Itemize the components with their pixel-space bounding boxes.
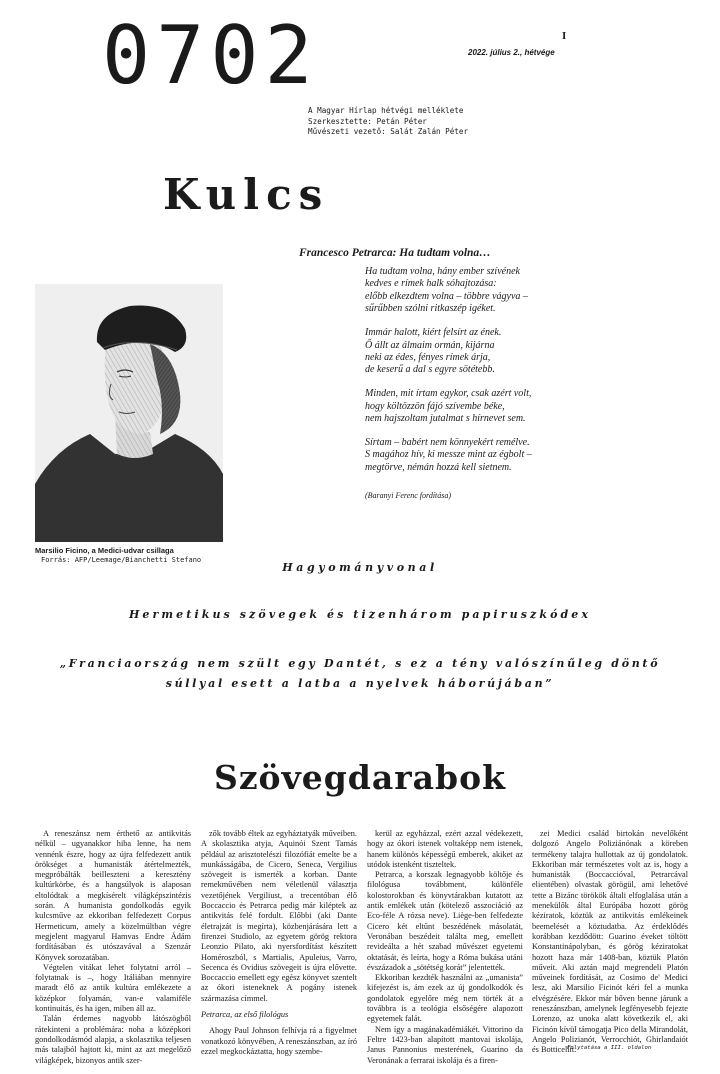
masthead-title: 0702: [102, 9, 319, 102]
continuation-note: Folytatása a III. oldalon: [567, 1045, 652, 1051]
article-paragraph: Talán érdemes nagyobb látószögből rátekinteni a problémára: noha a középkori gondolkodásmód alapja, a skolasztika teljesen más talajból hajtott ki, mint az azt megelőző világképek, bizonyos antik szer-: [35, 1014, 191, 1065]
article-headline: Szövegdarabok: [213, 758, 506, 797]
poem-line: S magához hív, ki messze mint az égbolt –: [365, 449, 532, 461]
article-paragraph: Petrarca, a korszak legnagyobb költője és filológusa továbbment, különféle kolostorokban és könyvtárakban kutatott az antik emlékek után (kötelező asszociáció az Eco-féle A rózsa neve). Liège-ben felfedezte Cicero két eltűnt beszédének másolatát, Veronában beszédeit találta meg, emellett revideálta a hét szabad művészet egyetemi oktatását, és leírta, hogy a Róma bukása utáni évszázadok a „sötétség korát” jelentették.: [367, 870, 523, 972]
image-caption: Marsilio Ficino, a Medici-udvar csillaga: [35, 546, 174, 555]
article-subheading: Petrarca, az első filológus: [201, 1010, 289, 1020]
article-paragraph: zők tovább éltek az egyháztatyák műveiben. A skolasztika atyja, Aquinói Szent Tamás például az arisztotelészi filozófiát emelte be a munkásságába, de Cicero, Seneca, Vergilius szövegeit is ismerték a korban. Dante remekművében nem véletlenül választja vezetőjének Vergiliust, a trecentóban élő Boccaccio és Petrarca pedig már kiléptek az antikvitás felé fordult. Előbbi (aki Dante életrajzát is megírta), közbenjárására lett a firenzei Studiolo, az egyetem görög rektora Leonzio Pilato, aki nyersfordítást készített Homéroszból, s Martialis, Apuleius, Varro, Secenca és Ovidius szövegeit is újra elővette. Boccaccio emellett egy egész könyvet szentelt az ókori isteneknek A pogány istenek származása címmel.: [201, 829, 357, 1003]
rubric-heading: Hagyományvonal: [282, 561, 438, 574]
poem-title: Francesco Petrarca: Ha tudtam volna…: [299, 247, 491, 259]
pull-quote: „Franciaország nem szült egy Dantét, s ez a tény valószínűleg döntő súllyal esett a latba a nyelvek háborújában”: [59, 657, 661, 690]
article-paragraph: A reneszánsz nem érthető az antikvitás nélkül – ugyanakkor hiba lenne, ha nem vennénk észre, hogy az újra felfedezett antik örökséget a humanisták átértelmezték, megpróbálták beilleszteni a keresztény kultúrkörbe, és a hangsúlyok is alaposan eltolódtak a megkísérelt világképszintézis során. A humanista gondolkodás egyik kulcsműve az ekkoriban felfedezett Corpus Hermeticum, amely a közelmúltban végre megjelent magyarul Hamvas Endre Ádám fordításában és utószavával a Szenzár Könyvek sorozatában.: [35, 829, 191, 962]
page-number: I: [562, 30, 567, 42]
article-paragraph: Nem így a magánakadémiákét. Vittorino da Feltre 1423-ban alapított mantovai iskolája, Janus Pannonius mesterének, Guarino da Veronának a ferrarai iskolája és a firen-: [367, 1024, 523, 1065]
poem-body: [365, 266, 695, 486]
article-paragraph: Ekkoriban kezdték használni az „umanista” kifejezést is, ám ezek az új gondolkodók és gondolatok egyelőre még nem törték át a továbbra is a teológia elsőségére alapozott egyetemek falát.: [367, 973, 523, 1024]
credit-line-editor: Szerkesztette: Petán Péter: [308, 116, 427, 126]
poem-line: hogy költözzön fájó szívembe béke,: [365, 400, 505, 412]
poem-line: Ha tudtam volna, hány ember szívének: [365, 266, 520, 277]
poem-line: Ő állt az álmaim ormán, kijárna: [365, 339, 495, 351]
article-column-3: [367, 829, 523, 1066]
poem-line: neki az édes, fényes rímek árja,: [365, 351, 491, 363]
article-paragraph: Ahogy Paul Johnson felhívja rá a figyelmet vonatkozó könyvében, A reneszánszban, az író ezzel megkockáztatta, hogy szembe-: [201, 1026, 357, 1056]
article-column-2: [201, 829, 357, 1057]
image-credit: Forrás: AFP/Leemage/Bianchetti Stefano: [41, 556, 202, 564]
poem-line: megtörve, némán hozzá kell sietnem.: [365, 461, 512, 473]
poem-line: Immár halott, kiért felsírt az ének.: [365, 327, 502, 339]
poem-line: Sírtam – babért nem könnyekért remélve.: [365, 436, 530, 448]
article-column-1: [35, 829, 191, 1066]
poem-translator: (Baranyi Ferenc fordítása): [365, 491, 452, 500]
poem-stanza: [365, 437, 695, 474]
article-paragraph: zei Medici család birtokán nevelőként dolgozó Angelo Poliziánónak a köreben termékeny talajra hullottak az új gondolatok. Ekkoriban már természetes volt az is, hogy a humanisták (Boccaccióval, Petrarcával elientében) olvastak görögül, ami lehetővé tette a Bizánc törökök általi elfoglalása után a menekülők által Európába hozott görög kéziratok, köztük az antikvitás emlékeinek beemelését a köztudatba. Az érdeklődés korábban kezdődött: Guarino éveket töltött Konstantinápolyban, és görög kéziratokat hozott haza már 1408-ban, köztük Platón műveit. Aki aztán majd megrendeli Platón műveinek fordítását, az Cosimo de' Medici lesz, aki Marsilio Ficinót kéri fel a munka elvégzésére. Ekkor már bőven benne járunk a reneszánszban, amelynek legfényesebb fejezte Lorenzo, az unoka alatt következik el, aki Ficinón kívül támogatja Pico della Mirandolát, Angelo Polizianót, Verrocchiót, Ghirlandaiót és Botticellit.: [532, 829, 688, 1055]
article-column-4: [532, 829, 688, 1056]
portrait-image: [35, 284, 223, 542]
poem-line: nem hajszoltam jutalmat s hírnevet sem.: [365, 413, 526, 425]
subtitle: Hermetikus szövegek és tizenhárom papiruszkódex: [128, 608, 592, 621]
credit-line-supplement: A Magyar Hírlap hétvégi melléklete: [308, 106, 464, 115]
poem-line: Minden, mit írtam egykor, csak azért volt,: [365, 388, 532, 400]
poem-line: kedves e rímek halk sóhajtozása:: [365, 278, 497, 290]
poem-stanza: [365, 388, 695, 425]
poem-line: de keserű a dal s egyre sötétebb.: [365, 364, 495, 376]
article-paragraph: Végtelen vitákat lehet folytatni arról – folytatnak is –, hogy Itáliában mennyire maradt élő az antik kultúra emlékezete a középkor folyamán, van-e valamiféle kontinuitás, és ha igen, miben áll az.: [35, 962, 191, 1014]
poem-stanza: [365, 266, 695, 316]
article-paragraph: kerül az egyházzal, ezért azzal védekezett, hogy az ókori istenek voltaképp nem istenek, hanem különös képességű emberek, akiket az utódok istenként tiszteltek.: [367, 829, 523, 869]
issue-date: 2022. július 2., hétvége: [468, 48, 555, 57]
credits-block: [308, 106, 468, 138]
poem-stanza: [365, 327, 695, 377]
credit-line-art-director: Művészeti vezető: Salát Zalán Péter: [308, 127, 469, 136]
poem-line: előbb elkezdtem volna – többre vágyva –: [365, 290, 528, 302]
section-title: Kulcs: [163, 170, 330, 219]
poem-line: sűrűbben szólni ritkaszép igéket.: [365, 303, 496, 315]
